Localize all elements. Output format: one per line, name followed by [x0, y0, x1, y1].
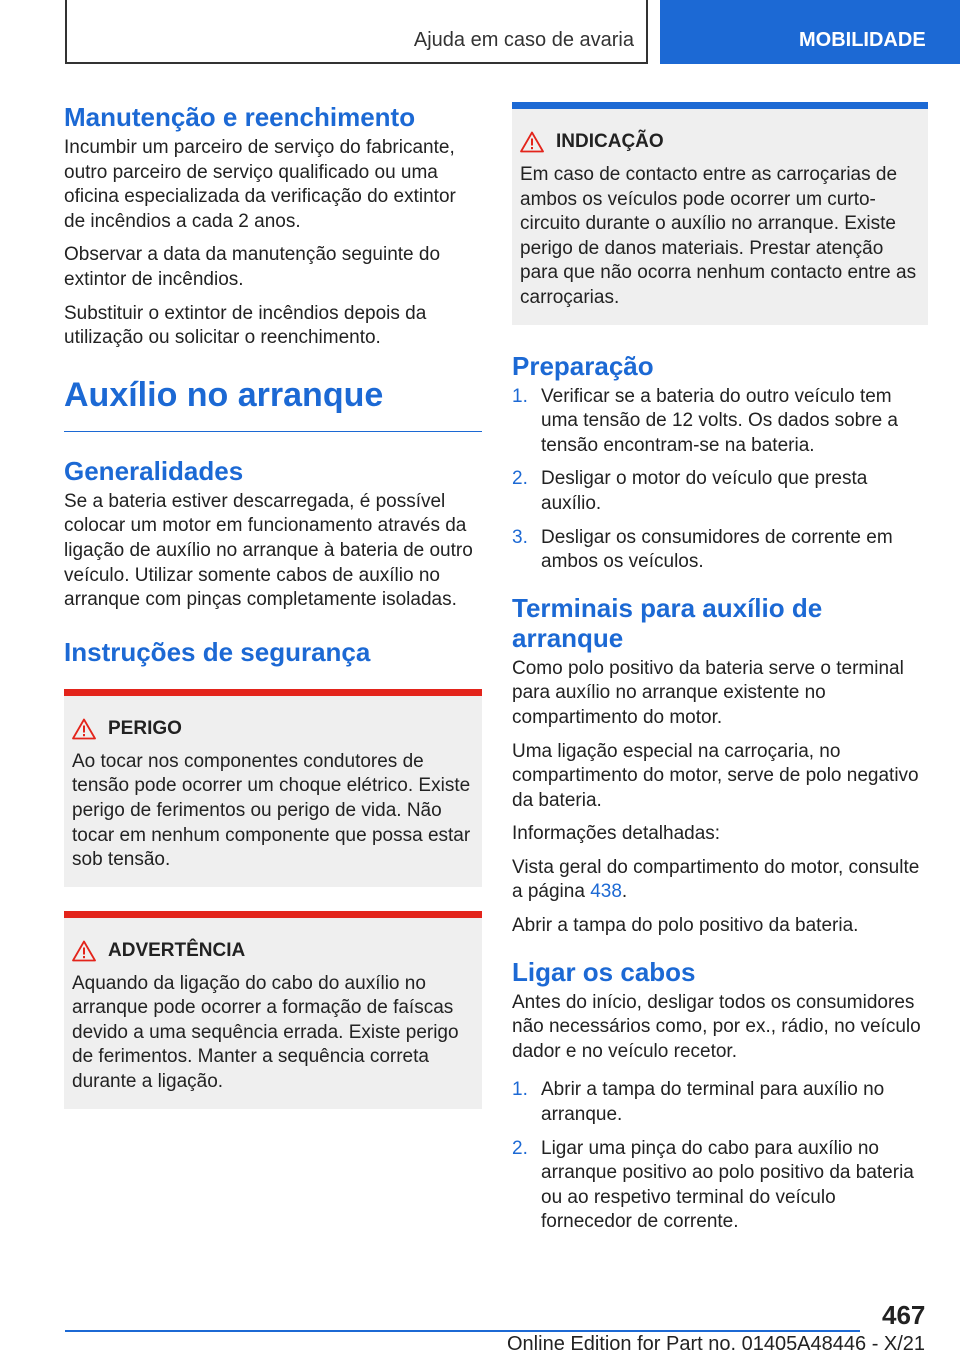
paragraph: Substituir o extintor de incêndios depois da utilização ou solicitar o reenchimento.: [64, 302, 427, 349]
warning-triangle-icon: [520, 131, 544, 153]
section-title-general: Generalidades: [64, 455, 244, 486]
warning-triangle-icon: [72, 940, 96, 962]
step-text: Desligar os consumidores de corrente em ambos os veículos.: [541, 526, 893, 573]
right-column: [512, 102, 928, 1245]
warning-notice-header: [72, 940, 474, 962]
list-item: [512, 1137, 928, 1235]
section-title-maintenance: Manutenção e reenchimento: [64, 102, 416, 132]
info-notice-header: [520, 131, 918, 153]
footer-edition: Online Edition for Part no. 01405A48446 - X/21: [507, 1333, 926, 1355]
paragraph: Se a bateria estiver descarregada, é possível colocar um motor em funcionamento através da ligação de auxílio no arranque à bateria de outro veículo. Utilizar somente cabos de auxílio no arranque com pinças completamente isoladas.: [64, 490, 473, 611]
paragraph: Uma ligação especial na carroçaria, no compartimento do motor, serve de polo negativo da bateria.: [512, 740, 919, 811]
step-text: Ligar uma pinça do cabo para auxílio no arranque positivo ao polo positivo da bateria ou ao respetivo terminal do veículo fornecedor de corrente.: [541, 1137, 914, 1233]
page-number: 467: [882, 1300, 926, 1330]
danger-notice-title: PERIGO: [108, 717, 182, 739]
danger-notice: [64, 689, 482, 887]
step-number: 1.: [512, 1079, 528, 1101]
paragraph: Antes do início, desligar todos os consumidores não necessários como, por ex., rádio, no veículo dador e no veículo recetor.: [512, 991, 921, 1062]
preparation-steps: [512, 385, 928, 575]
danger-notice-text: Ao tocar nos componentes condutores de tensão pode ocorrer um choque elétrico. Existe perigo de ferimentos ou perigo de vida. Não tocar em nenhum componente que possa estar sob tensão.: [72, 750, 471, 871]
header-chapter-label: MOBILIDADE: [799, 29, 926, 51]
paragraph: Observar a data da manutenção seguinte do extintor de incêndios.: [64, 244, 441, 290]
info-notice-title: INDICAÇÃO: [556, 131, 664, 152]
warning-notice-text: Aquando da ligação do cabo do auxílio no arranque pode ocorrer a formação de faíscas devido a uma sequência errada. Existe perigo de ferimentos. Manter a sequência correta durante a ligação.: [72, 972, 459, 1093]
warning-notice-title: ADVERTÊNCIA: [108, 939, 246, 961]
list-item: [512, 526, 928, 575]
header-section-title: Ajuda em caso de avaria: [413, 29, 634, 51]
paragraph: Como polo positivo da bateria serve o terminal para auxílio no arranque existente no compartimento do motor.: [512, 657, 904, 728]
page-reference-link[interactable]: 438: [590, 881, 622, 903]
step-text: Desligar o motor do veículo que presta auxílio.: [541, 468, 868, 514]
paragraph: Abrir a tampa do polo positivo da bateria.: [512, 915, 859, 937]
list-item: [512, 385, 928, 459]
section-title-terminals: Terminais para auxílio de arranque: [512, 592, 823, 653]
step-number: 3.: [512, 526, 528, 548]
step-text: Verificar se a bateria do outro veículo tem uma tensão de 12 volts. Os dados sobre a tensão encontram-se na bateria.: [541, 385, 898, 456]
warning-triangle-icon: [72, 718, 96, 740]
section-title-safety: Instruções de segurança: [64, 636, 371, 667]
warning-notice: [64, 911, 482, 1109]
info-notice-text: Em caso de contacto entre as carroçarias de ambos os veículos pode ocorrer um curto-circuito durante o auxílio no arranque. Existe perigo de danos materiais. Prestar atenção para que não ocorra nenhum contacto entre as carroçarias.: [520, 164, 917, 308]
danger-notice-header: [72, 718, 474, 740]
section-title-preparation: Preparação: [512, 350, 654, 381]
connect-steps: [512, 1078, 928, 1235]
section-title-connect-cables: Ligar os cabos: [512, 956, 696, 987]
footer-divider: [65, 1330, 860, 1332]
reference-text-end: .: [621, 881, 628, 903]
paragraph: Informações detalhadas:: [512, 823, 721, 845]
paragraph: [512, 856, 928, 905]
step-number: 2.: [512, 1137, 528, 1159]
step-number: 2.: [512, 468, 528, 490]
list-item: [512, 1078, 928, 1127]
step-number: 1.: [512, 385, 528, 407]
list-item: [512, 467, 928, 516]
reference-text: Vista geral do compartimento do motor, consulte a página: [512, 856, 920, 903]
left-column: [64, 102, 482, 1109]
chapter-title: Auxílio no arranque: [64, 373, 482, 432]
paragraph: Incumbir um parceiro de serviço do fabricante, outro parceiro de serviço qualificado ou uma oficina especializada da verificação do extintor de incêndios a cada 2 anos.: [64, 137, 456, 232]
header-chapter-tab: [660, 0, 960, 64]
step-text: Abrir a tampa do terminal para auxílio no arranque.: [541, 1079, 885, 1126]
info-notice: [512, 102, 928, 325]
